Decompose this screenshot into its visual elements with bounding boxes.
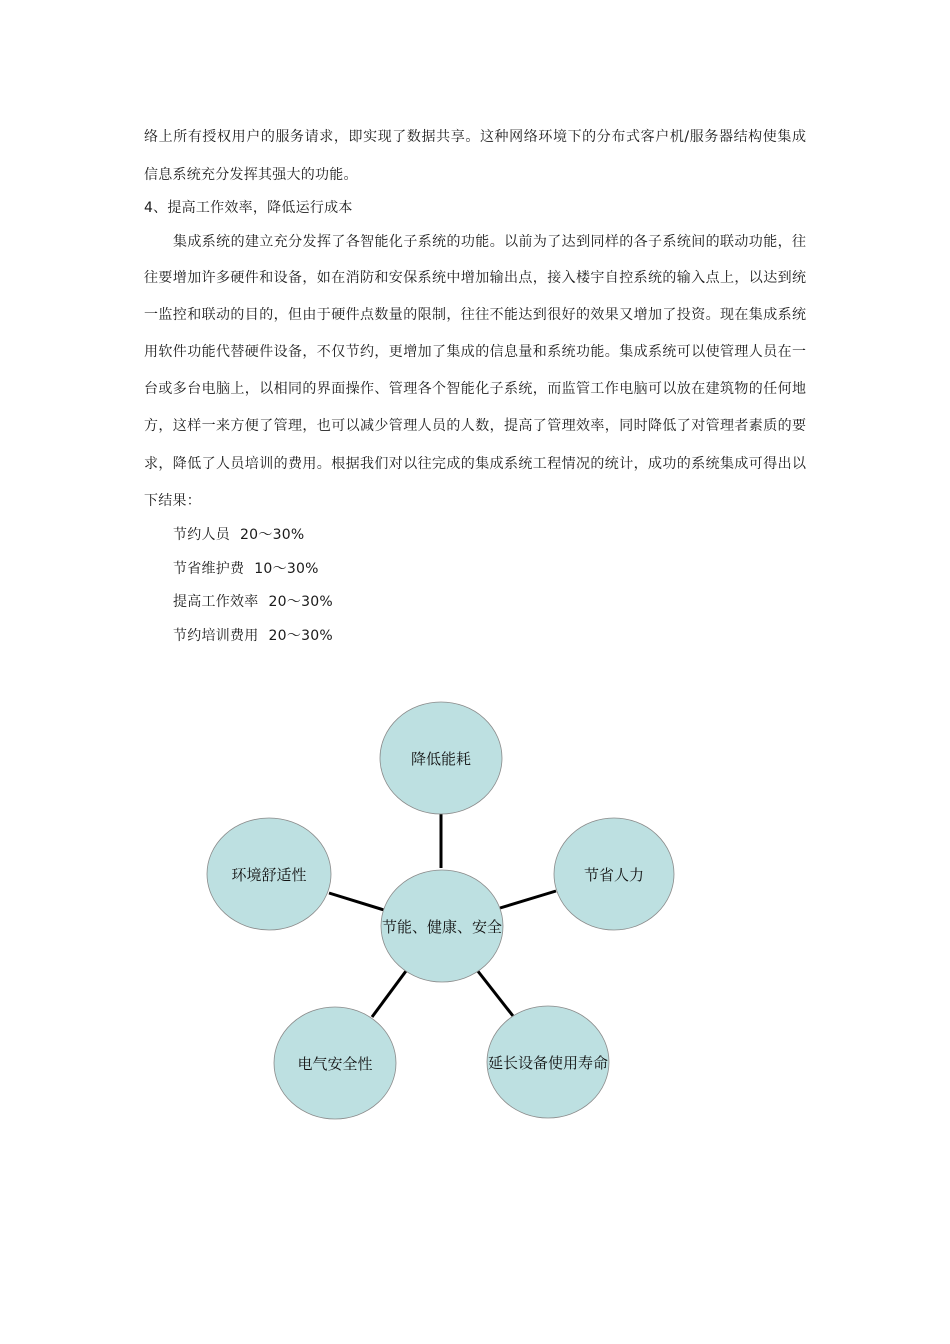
connector-left xyxy=(329,893,384,910)
result-label: 提高工作效率 xyxy=(173,594,259,610)
connector-bottom-right xyxy=(477,970,513,1016)
diagram-node-left xyxy=(207,818,331,930)
node-label-bottom-left: 电气安全性 xyxy=(297,1055,373,1073)
node-label-right: 节省人力 xyxy=(583,866,645,884)
node-label-top: 降低能耗 xyxy=(410,750,472,768)
result-label: 节省维护费 xyxy=(173,561,245,577)
diagram-center-node xyxy=(381,870,503,982)
result-value: 20～30% xyxy=(268,628,333,644)
paragraph-main-line-7: 求，降低了人员培训的费用。根据我们对以往完成的集成系统工程情况的统计，成功的系统集成可得出以 xyxy=(144,456,806,472)
paragraph-main-line-2: 往要增加许多硬件和设备，如在消防和安保系统中增加输出点，接入楼宇自控系统的输入点上，以达到统 xyxy=(144,270,806,286)
diagram-node-right xyxy=(554,818,674,930)
diagram-node-top xyxy=(380,702,502,814)
paragraph-main-line-5: 台或多台电脑上，以相同的界面操作、管理各个智能化子系统，而监管工作电脑可以放在建筑物的任何地 xyxy=(144,381,806,397)
node-label-bottom-right: 延长设备使用寿命 xyxy=(487,1054,609,1072)
result-value: 10～30% xyxy=(254,561,319,577)
paragraph-main-line-1: 集成系统的建立充分发挥了各智能化子系统的功能。以前为了达到同样的各子系统间的联动功能，往 xyxy=(173,234,806,250)
diagram-node-bottom-right xyxy=(487,1006,609,1118)
paragraph-main-line-4: 用软件功能代替硬件设备，不仅节约，更增加了集成的信息量和系统功能。集成系统可以使管理人员在一 xyxy=(144,344,806,360)
diagram-node-bottom-left xyxy=(274,1007,396,1119)
result-value: 20～30% xyxy=(268,594,333,610)
result-label: 节约培训费用 xyxy=(173,628,259,644)
paragraph-main-line-6: 方，这样一来方便了管理，也可以减少管理人员的人数，提高了管理效率，同时降低了对管理者素质的要 xyxy=(144,418,806,434)
result-label: 节约人员 xyxy=(173,527,230,543)
connector-bottom-left xyxy=(372,971,406,1017)
connector-right xyxy=(500,891,556,908)
node-label-left: 环境舒适性 xyxy=(231,866,307,884)
paragraph-main-line-8: 下结果： xyxy=(144,493,201,509)
paragraph-main-line-3: 一监控和联动的目的，但由于硬件点数量的限制，往往不能达到很好的效果又增加了投资。现在集成系统 xyxy=(144,307,806,323)
section-heading: 4、提高工作效率，降低运行成本 xyxy=(144,200,353,216)
center-label: 节能、健康、安全 xyxy=(381,918,503,936)
paragraph-intro-line-2: 信息系统充分发挥其强大的功能。 xyxy=(144,167,358,183)
result-value: 20～30% xyxy=(240,527,305,543)
paragraph-intro-line-1: 络上所有授权用户的服务请求，即实现了数据共享。这种网络环境下的分布式客户机/服务器结构使集成 xyxy=(144,129,806,145)
